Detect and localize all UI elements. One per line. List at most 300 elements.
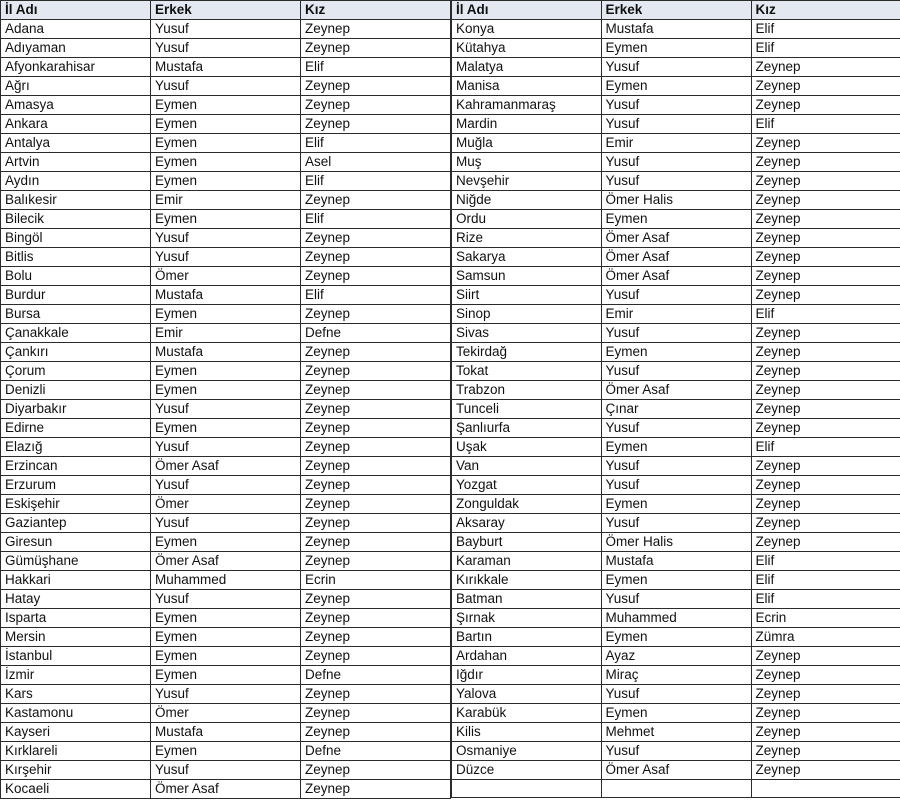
cell-girl-name[interactable]: Elif <box>301 134 451 153</box>
table-row <box>1 20 451 39</box>
cell-province[interactable]: Aksaray <box>451 514 601 533</box>
cell-girl-name[interactable]: Zeynep <box>301 590 451 609</box>
cell-province[interactable]: Erzincan <box>1 457 151 476</box>
cell-girl-name[interactable]: Zeynep <box>301 457 451 476</box>
cell-girl-name[interactable]: Zeynep <box>301 115 451 134</box>
cell-girl-name[interactable]: Zeynep <box>751 761 900 780</box>
cell-boy-name[interactable]: Emir <box>601 134 751 153</box>
table-row <box>1 172 451 191</box>
cell-boy-name[interactable]: Yusuf <box>601 153 751 172</box>
cell-girl-name[interactable]: Zeynep <box>301 39 451 58</box>
cell-province[interactable]: Kastamonu <box>1 704 151 723</box>
cell-boy-name[interactable]: Eymen <box>151 628 301 647</box>
cell-province[interactable]: Iğdır <box>451 666 601 685</box>
cell-province[interactable]: Zonguldak <box>451 495 601 514</box>
cell-girl-name[interactable]: Elif <box>751 590 900 609</box>
cell-boy-name[interactable]: Mustafa <box>151 343 301 362</box>
cell-girl-name[interactable]: Zeynep <box>301 248 451 267</box>
cell-province[interactable]: Trabzon <box>451 381 601 400</box>
cell-province[interactable]: Tekirdağ <box>451 343 601 362</box>
table-row <box>1 476 451 495</box>
cell-province[interactable]: Bilecik <box>1 210 151 229</box>
table-row <box>1 647 451 666</box>
cell-province[interactable]: Yozgat <box>451 476 601 495</box>
cell-girl-name[interactable]: Zeynep <box>301 609 451 628</box>
cell-girl-name[interactable]: Elif <box>751 305 900 324</box>
cell-girl-name[interactable]: Zeynep <box>751 381 900 400</box>
table-row <box>1 419 451 438</box>
cell-boy-name[interactable] <box>601 780 751 798</box>
cell-province[interactable]: Muğla <box>451 134 601 153</box>
cell-province[interactable]: Karabük <box>451 704 601 723</box>
cell-boy-name[interactable]: Eymen <box>151 115 301 134</box>
cell-girl-name[interactable]: Zeynep <box>751 58 900 77</box>
cell-province[interactable]: Isparta <box>1 609 151 628</box>
cell-province[interactable]: Sivas <box>451 324 601 343</box>
cell-boy-name[interactable]: Eymen <box>151 647 301 666</box>
cell-boy-name[interactable]: Ömer Asaf <box>151 780 301 799</box>
cell-province[interactable]: Burdur <box>1 286 151 305</box>
cell-province[interactable]: Şanlıurfa <box>451 419 601 438</box>
table-row <box>451 343 900 362</box>
cell-province[interactable]: Kocaeli <box>1 780 151 799</box>
cell-boy-name[interactable]: Ömer Halis <box>601 191 751 210</box>
table-row <box>451 191 900 210</box>
cell-girl-name[interactable]: Zeynep <box>301 267 451 286</box>
cell-girl-name[interactable]: Zeynep <box>751 457 900 476</box>
cell-province[interactable]: Hakkari <box>1 571 151 590</box>
cell-girl-name[interactable]: Zeynep <box>751 476 900 495</box>
cell-boy-name[interactable]: Ömer Asaf <box>151 457 301 476</box>
header-row <box>451 1 900 20</box>
cell-girl-name[interactable]: Zeynep <box>751 723 900 742</box>
cell-province[interactable]: Osmaniye <box>451 742 601 761</box>
cell-boy-name[interactable]: Ayaz <box>601 647 751 666</box>
header-row <box>1 1 451 20</box>
cell-province[interactable]: Manisa <box>451 77 601 96</box>
cell-girl-name[interactable]: Defne <box>301 742 451 761</box>
cell-girl-name[interactable]: Zeynep <box>301 191 451 210</box>
table-row <box>451 609 900 628</box>
table-row <box>1 609 451 628</box>
cell-girl-name[interactable]: Zeynep <box>751 419 900 438</box>
cell-province[interactable]: İstanbul <box>1 647 151 666</box>
cell-girl-name[interactable]: Zeynep <box>751 343 900 362</box>
cell-province[interactable]: Rize <box>451 229 601 248</box>
cell-girl-name[interactable]: Zeynep <box>751 324 900 343</box>
cell-girl-name[interactable]: Elif <box>751 115 900 134</box>
cell-boy-name[interactable]: Mustafa <box>151 58 301 77</box>
cell-girl-name[interactable]: Zeynep <box>751 248 900 267</box>
cell-province[interactable]: Samsun <box>451 267 601 286</box>
cell-boy-name[interactable]: Eymen <box>151 172 301 191</box>
cell-boy-name[interactable]: Mustafa <box>151 286 301 305</box>
cell-girl-name[interactable]: Elif <box>301 58 451 77</box>
cell-boy-name[interactable]: Eymen <box>601 77 751 96</box>
cell-province[interactable]: Ağrı <box>1 77 151 96</box>
cell-girl-name[interactable]: Zeynep <box>301 495 451 514</box>
cell-boy-name[interactable]: Eymen <box>151 153 301 172</box>
cell-girl-name[interactable]: Zeynep <box>301 305 451 324</box>
cell-province[interactable]: Kırklareli <box>1 742 151 761</box>
table-row <box>1 305 451 324</box>
cell-province[interactable]: Bitlis <box>1 248 151 267</box>
cell-girl-name[interactable]: Zeynep <box>751 134 900 153</box>
cell-girl-name[interactable]: Elif <box>301 172 451 191</box>
cell-girl-name[interactable]: Zeynep <box>301 704 451 723</box>
cell-province[interactable]: Van <box>451 457 601 476</box>
cell-girl-name[interactable]: Zeynep <box>751 96 900 115</box>
cell-boy-name[interactable]: Yusuf <box>601 96 751 115</box>
cell-province[interactable]: Antalya <box>1 134 151 153</box>
cell-girl-name[interactable]: Zeynep <box>751 286 900 305</box>
cell-boy-name[interactable]: Ömer Asaf <box>601 381 751 400</box>
cell-boy-name[interactable]: Yusuf <box>151 77 301 96</box>
cell-girl-name[interactable]: Zeynep <box>301 362 451 381</box>
cell-province[interactable]: Malatya <box>451 58 601 77</box>
cell-province[interactable]: Aydın <box>1 172 151 191</box>
table-row <box>1 153 451 172</box>
table-row <box>1 723 451 742</box>
cell-boy-name[interactable]: Eymen <box>601 628 751 647</box>
table-row <box>1 58 451 77</box>
cell-province[interactable]: Gaziantep <box>1 514 151 533</box>
cell-province[interactable]: Mardin <box>451 115 601 134</box>
cell-boy-name[interactable]: Çınar <box>601 400 751 419</box>
cell-province[interactable]: Tunceli <box>451 400 601 419</box>
cell-province[interactable]: Bursa <box>1 305 151 324</box>
cell-province[interactable]: Siirt <box>451 286 601 305</box>
cell-girl-name[interactable]: Elif <box>751 39 900 58</box>
table-row <box>451 20 900 39</box>
cell-boy-name[interactable]: Ömer Asaf <box>151 552 301 571</box>
cell-boy-name[interactable]: Eymen <box>151 210 301 229</box>
cell-province[interactable]: Nevşehir <box>451 172 601 191</box>
cell-boy-name[interactable]: Ömer <box>151 704 301 723</box>
cell-boy-name[interactable]: Eymen <box>601 438 751 457</box>
cell-girl-name[interactable]: Zeynep <box>301 419 451 438</box>
table-row <box>451 267 900 286</box>
cell-province[interactable]: Çorum <box>1 362 151 381</box>
cell-girl-name[interactable]: Zeynep <box>751 666 900 685</box>
cell-boy-name[interactable]: Mustafa <box>601 552 751 571</box>
names-table-left <box>0 0 451 799</box>
cell-province[interactable]: Kars <box>1 685 151 704</box>
cell-boy-name[interactable]: Eymen <box>601 210 751 229</box>
cell-boy-name[interactable]: Yusuf <box>601 685 751 704</box>
cell-boy-name[interactable]: Yusuf <box>601 362 751 381</box>
column-header-girl-name[interactable]: Kız <box>301 1 451 20</box>
cell-boy-name[interactable]: Muhammed <box>151 571 301 590</box>
table-row <box>1 666 451 685</box>
cell-boy-name[interactable]: Eymen <box>151 305 301 324</box>
table-row <box>451 77 900 96</box>
cell-province[interactable]: Erzurum <box>1 476 151 495</box>
cell-girl-name[interactable]: Zümra <box>751 628 900 647</box>
cell-girl-name[interactable]: Elif <box>751 438 900 457</box>
cell-girl-name[interactable]: Zeynep <box>751 704 900 723</box>
cell-boy-name[interactable]: Yusuf <box>151 438 301 457</box>
cell-girl-name[interactable] <box>751 780 900 798</box>
cell-province[interactable]: Sakarya <box>451 248 601 267</box>
column-header-boy-name[interactable]: Erkek <box>151 1 301 20</box>
cell-boy-name[interactable]: Yusuf <box>601 419 751 438</box>
cell-girl-name[interactable]: Zeynep <box>301 514 451 533</box>
cell-province[interactable]: Kayseri <box>1 723 151 742</box>
cell-province[interactable]: Çankırı <box>1 343 151 362</box>
cell-boy-name[interactable]: Emir <box>151 324 301 343</box>
cell-girl-name[interactable]: Zeynep <box>301 438 451 457</box>
cell-province[interactable]: Şırnak <box>451 609 601 628</box>
cell-boy-name[interactable]: Yusuf <box>601 590 751 609</box>
cell-boy-name[interactable]: Eymen <box>151 96 301 115</box>
cell-boy-name[interactable]: Eymen <box>151 134 301 153</box>
cell-province[interactable]: Kırşehir <box>1 761 151 780</box>
cell-province[interactable]: Balıkesir <box>1 191 151 210</box>
table-row <box>1 343 451 362</box>
cell-boy-name[interactable]: Mustafa <box>601 20 751 39</box>
cell-girl-name[interactable]: Zeynep <box>301 476 451 495</box>
cell-boy-name[interactable]: Eymen <box>151 419 301 438</box>
cell-province[interactable]: İzmir <box>1 666 151 685</box>
cell-girl-name[interactable]: Defne <box>301 324 451 343</box>
column-header-boy-name[interactable]: Erkek <box>601 1 751 20</box>
table-row <box>451 742 900 761</box>
cell-province[interactable]: Batman <box>451 590 601 609</box>
cell-province[interactable]: Karaman <box>451 552 601 571</box>
cell-boy-name[interactable]: Yusuf <box>601 58 751 77</box>
cell-girl-name[interactable]: Zeynep <box>751 400 900 419</box>
cell-girl-name[interactable]: Zeynep <box>751 495 900 514</box>
cell-boy-name[interactable]: Yusuf <box>151 590 301 609</box>
cell-boy-name[interactable]: Yusuf <box>601 457 751 476</box>
cell-boy-name[interactable]: Ömer Asaf <box>601 248 751 267</box>
table-row <box>1 267 451 286</box>
cell-girl-name[interactable]: Zeynep <box>301 343 451 362</box>
cell-boy-name[interactable]: Eymen <box>151 609 301 628</box>
cell-province[interactable]: Bingöl <box>1 229 151 248</box>
cell-province[interactable]: Bolu <box>1 267 151 286</box>
cell-girl-name[interactable]: Zeynep <box>301 77 451 96</box>
cell-province[interactable]: Sinop <box>451 305 601 324</box>
cell-province[interactable]: Muş <box>451 153 601 172</box>
cell-province[interactable]: Gümüşhane <box>1 552 151 571</box>
cell-province[interactable]: Diyarbakır <box>1 400 151 419</box>
cell-boy-name[interactable]: Ömer <box>151 267 301 286</box>
cell-province[interactable]: Amasya <box>1 96 151 115</box>
table-row <box>1 438 451 457</box>
cell-girl-name[interactable]: Zeynep <box>751 77 900 96</box>
cell-boy-name[interactable]: Yusuf <box>151 685 301 704</box>
cell-girl-name[interactable]: Zeynep <box>751 647 900 666</box>
cell-province[interactable] <box>451 780 601 798</box>
cell-province[interactable]: Uşak <box>451 438 601 457</box>
table-row <box>1 571 451 590</box>
table-row <box>451 761 900 780</box>
cell-girl-name[interactable]: Zeynep <box>751 742 900 761</box>
cell-girl-name[interactable]: Ecrin <box>751 609 900 628</box>
cell-province[interactable]: Konya <box>451 20 601 39</box>
cell-province[interactable]: Bayburt <box>451 533 601 552</box>
cell-girl-name[interactable]: Zeynep <box>301 552 451 571</box>
table-row <box>1 381 451 400</box>
cell-girl-name[interactable]: Zeynep <box>301 761 451 780</box>
cell-boy-name[interactable]: Yusuf <box>601 324 751 343</box>
cell-girl-name[interactable]: Defne <box>301 666 451 685</box>
table-row <box>451 419 900 438</box>
column-header-province[interactable]: İl Adı <box>451 1 601 20</box>
cell-boy-name[interactable]: Miraç <box>601 666 751 685</box>
cell-province[interactable]: Niğde <box>451 191 601 210</box>
cell-girl-name[interactable]: Ecrin <box>301 571 451 590</box>
cell-girl-name[interactable]: Zeynep <box>751 229 900 248</box>
cell-province[interactable]: Eskişehir <box>1 495 151 514</box>
table-row <box>451 39 900 58</box>
table-row <box>1 191 451 210</box>
cell-girl-name[interactable]: Elif <box>301 286 451 305</box>
cell-province[interactable]: Ardahan <box>451 647 601 666</box>
cell-boy-name[interactable]: Eymen <box>601 343 751 362</box>
cell-province[interactable]: Bartın <box>451 628 601 647</box>
cell-boy-name[interactable]: Yusuf <box>601 514 751 533</box>
cell-boy-name[interactable]: Ömer Asaf <box>601 761 751 780</box>
cell-boy-name[interactable]: Mehmet <box>601 723 751 742</box>
cell-girl-name[interactable]: Zeynep <box>751 172 900 191</box>
cell-girl-name[interactable]: Zeynep <box>301 381 451 400</box>
cell-province[interactable]: Adana <box>1 20 151 39</box>
cell-girl-name[interactable]: Zeynep <box>751 362 900 381</box>
table-row <box>451 400 900 419</box>
cell-boy-name[interactable]: Yusuf <box>151 761 301 780</box>
cell-girl-name[interactable]: Zeynep <box>301 647 451 666</box>
cell-boy-name[interactable]: Eymen <box>601 495 751 514</box>
cell-boy-name[interactable]: Eymen <box>151 742 301 761</box>
cell-province[interactable]: Yalova <box>451 685 601 704</box>
cell-province[interactable]: Elazığ <box>1 438 151 457</box>
cell-boy-name[interactable]: Yusuf <box>151 476 301 495</box>
cell-province[interactable]: Düzce <box>451 761 601 780</box>
cell-boy-name[interactable]: Ömer Halis <box>601 533 751 552</box>
table-row <box>1 704 451 723</box>
cell-province[interactable]: Tokat <box>451 362 601 381</box>
cell-province[interactable]: Giresun <box>1 533 151 552</box>
cell-province[interactable]: Edirne <box>1 419 151 438</box>
cell-girl-name[interactable]: Elif <box>301 210 451 229</box>
cell-province[interactable]: Çanakkale <box>1 324 151 343</box>
table-row <box>1 134 451 153</box>
cell-girl-name[interactable]: Zeynep <box>301 96 451 115</box>
cell-girl-name[interactable]: Zeynep <box>301 780 451 799</box>
table-row <box>1 552 451 571</box>
table-row <box>1 324 451 343</box>
cell-girl-name[interactable]: Zeynep <box>301 628 451 647</box>
cell-boy-name[interactable]: Ömer <box>151 495 301 514</box>
cell-boy-name[interactable]: Ömer Asaf <box>601 229 751 248</box>
cell-girl-name[interactable]: Zeynep <box>301 20 451 39</box>
table-row <box>451 495 900 514</box>
cell-boy-name[interactable]: Yusuf <box>601 476 751 495</box>
cell-province[interactable]: Hatay <box>1 590 151 609</box>
table-row <box>451 305 900 324</box>
cell-girl-name[interactable]: Zeynep <box>301 685 451 704</box>
cell-province[interactable]: Denizli <box>1 381 151 400</box>
table-row <box>451 571 900 590</box>
cell-girl-name[interactable]: Asel <box>301 153 451 172</box>
table-row <box>451 476 900 495</box>
cell-province[interactable]: Afyonkarahisar <box>1 58 151 77</box>
cell-boy-name[interactable]: Yusuf <box>151 248 301 267</box>
cell-province[interactable]: Artvin <box>1 153 151 172</box>
cell-boy-name[interactable]: Yusuf <box>151 514 301 533</box>
cell-girl-name[interactable]: Elif <box>751 571 900 590</box>
table-row <box>451 685 900 704</box>
cell-girl-name[interactable]: Zeynep <box>751 210 900 229</box>
cell-boy-name[interactable]: Yusuf <box>601 115 751 134</box>
cell-girl-name[interactable]: Zeynep <box>301 400 451 419</box>
cell-girl-name[interactable]: Zeynep <box>751 267 900 286</box>
column-header-province[interactable]: İl Adı <box>1 1 151 20</box>
cell-province[interactable]: Kilis <box>451 723 601 742</box>
cell-boy-name[interactable]: Yusuf <box>151 39 301 58</box>
cell-province[interactable]: Kırıkkale <box>451 571 601 590</box>
cell-boy-name[interactable]: Yusuf <box>601 172 751 191</box>
cell-girl-name[interactable]: Elif <box>751 552 900 571</box>
cell-girl-name[interactable]: Zeynep <box>751 685 900 704</box>
table-row <box>1 780 451 799</box>
cell-boy-name[interactable]: Yusuf <box>601 742 751 761</box>
table-row <box>1 77 451 96</box>
cell-boy-name[interactable]: Eymen <box>601 39 751 58</box>
cell-girl-name[interactable]: Zeynep <box>301 533 451 552</box>
cell-boy-name[interactable]: Mustafa <box>151 723 301 742</box>
cell-boy-name[interactable]: Eymen <box>151 666 301 685</box>
table-row <box>451 229 900 248</box>
cell-girl-name[interactable]: Zeynep <box>751 153 900 172</box>
cell-province[interactable]: Adıyaman <box>1 39 151 58</box>
table-row <box>1 362 451 381</box>
table-row <box>1 533 451 552</box>
table-row <box>1 590 451 609</box>
cell-girl-name[interactable]: Elif <box>751 20 900 39</box>
cell-girl-name[interactable]: Zeynep <box>301 723 451 742</box>
column-header-girl-name[interactable]: Kız <box>751 1 900 20</box>
cell-boy-name[interactable]: Muhammed <box>601 609 751 628</box>
cell-girl-name[interactable]: Zeynep <box>301 229 451 248</box>
cell-boy-name[interactable]: Yusuf <box>151 20 301 39</box>
cell-girl-name[interactable]: Zeynep <box>751 533 900 552</box>
table-row <box>1 210 451 229</box>
cell-province[interactable]: Kahramanmaraş <box>451 96 601 115</box>
cell-girl-name[interactable]: Zeynep <box>751 514 900 533</box>
cell-boy-name[interactable]: Emir <box>151 191 301 210</box>
table-row <box>1 457 451 476</box>
cell-boy-name[interactable]: Eymen <box>601 571 751 590</box>
cell-province[interactable]: Ordu <box>451 210 601 229</box>
cell-boy-name[interactable]: Emir <box>601 305 751 324</box>
cell-boy-name[interactable]: Eymen <box>151 362 301 381</box>
cell-boy-name[interactable]: Yusuf <box>601 286 751 305</box>
cell-boy-name[interactable]: Yusuf <box>151 229 301 248</box>
cell-province[interactable]: Kütahya <box>451 39 601 58</box>
cell-boy-name[interactable]: Eymen <box>151 533 301 552</box>
cell-boy-name[interactable]: Eymen <box>151 381 301 400</box>
cell-province[interactable]: Mersin <box>1 628 151 647</box>
cell-boy-name[interactable]: Yusuf <box>151 400 301 419</box>
cell-boy-name[interactable]: Ömer Asaf <box>601 267 751 286</box>
cell-province[interactable]: Ankara <box>1 115 151 134</box>
cell-boy-name[interactable]: Eymen <box>601 704 751 723</box>
cell-girl-name[interactable]: Zeynep <box>751 191 900 210</box>
